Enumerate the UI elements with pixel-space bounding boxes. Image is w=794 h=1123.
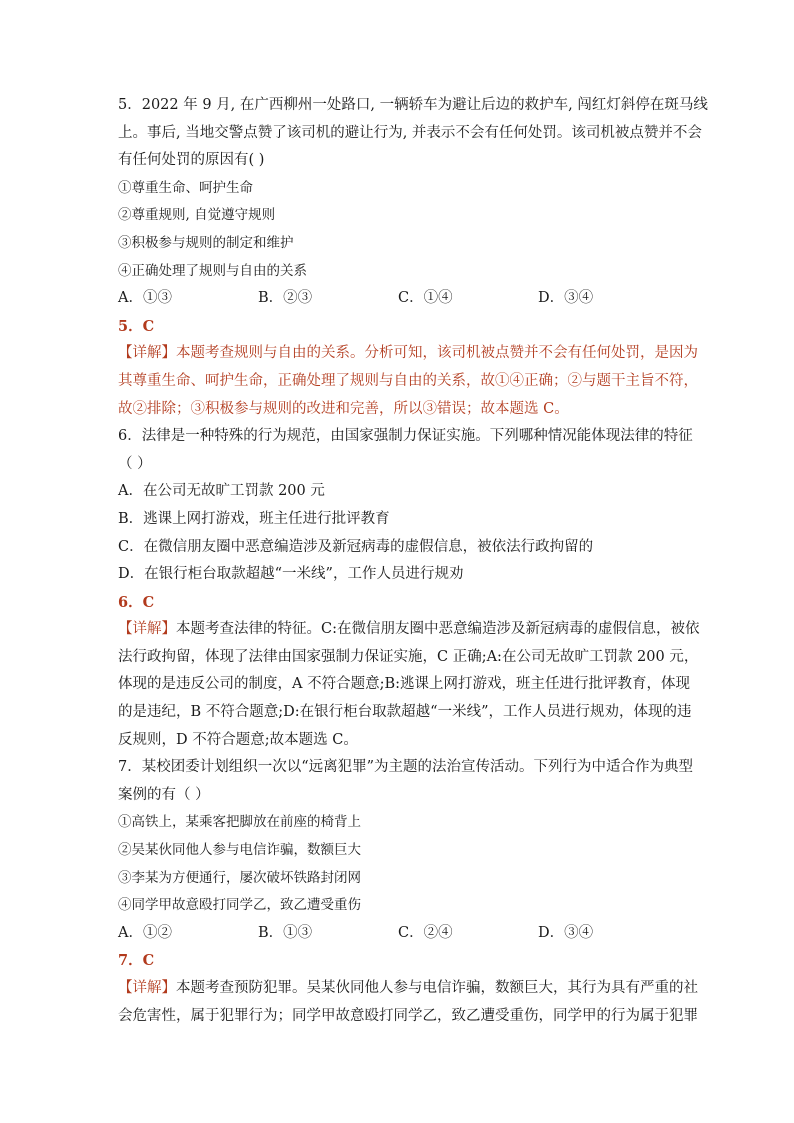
q7-choice-a: A．①② (118, 924, 172, 941)
q6-stem-line: （ ） (118, 455, 152, 472)
q6-choice-a: A．在公司无故旷工罚款 200 元 (118, 483, 325, 500)
q5-stem-line: 上。事后, 当地交警点赞了该司机的避让行为, 并表示不会有任何处罚。该司机被点赞并不会 (118, 124, 702, 141)
q5-option: ②尊重规则, 自觉遵守规则 (118, 207, 276, 224)
q7-choice-c: C．②④ (398, 924, 453, 941)
q6-explanation-tag: 【详解】 (118, 621, 176, 638)
q7-explanation-line: 会危害性，属于犯罪行为；同学甲故意殴打同学乙，致乙遭受重伤，同学甲的行为属于犯罪 (118, 1007, 698, 1024)
q6-explanation-line: 法行政拘留，体现了法律由国家强制力保证实施，C 正确;A:在公司无故旷工罚款 200 元， (118, 648, 699, 665)
q5-choice-a: A．①③ (118, 290, 172, 307)
q5-stem-line: 5．2022 年 9 月, 在广西柳州一处路口, 一辆轿车为避让后边的救护车, 闯红灯斜停在斑马线 (118, 97, 708, 113)
q5-choices (118, 285, 678, 313)
q6-explanation-line: 的是违纪，B 不符合题意;D:在银行柜台取款超越“一米线”，工作人员进行规劝，体现的违 (118, 704, 692, 721)
q7-explanation-line (118, 975, 698, 1003)
q6-explanation-text: 本题考查法律的特征。C:在微信朋友圈中恶意编造涉及新冠病毒的虚假信息，被依 (176, 621, 700, 638)
q7-option: ④同学甲故意殴打同学乙，致乙遭受重伤 (118, 897, 361, 914)
q6-explanation-line: 体现的是违反公司的制度，A 不符合题意;B:逃课上网打游戏，班主任进行批评教育，体现 (118, 676, 691, 693)
q5-explanation-line: 故②排除；③积极参与规则的改进和完善，所以③错误；故本题选 C。 (118, 400, 569, 417)
question-5 (118, 92, 708, 423)
question-7 (118, 754, 698, 1030)
q5-option: ①尊重生命、呵护生命 (118, 179, 253, 196)
q7-choice-b: B．①③ (258, 924, 313, 941)
q5-choice-b: B．②③ (258, 290, 313, 307)
q5-stem-line: 有任何处罚的原因有( ) (118, 152, 265, 169)
q5-option: ③积极参与规则的制定和维护 (118, 234, 294, 251)
q6-choice-c: C．在微信朋友圈中恶意编造涉及新冠病毒的虚假信息，被依法行政拘留的 (118, 538, 594, 555)
q5-option: ④正确处理了规则与自由的关系 (118, 262, 307, 279)
q5-choice-c: C．①④ (398, 290, 453, 307)
q7-choice-d: D．③④ (538, 924, 594, 941)
q5-explanation-line: 其尊重生命、呵护生命，正确处理了规则与自由的关系，故①④正确；②与题干主旨不符， (118, 372, 698, 389)
q6-choice-b: B．逃课上网打游戏，班主任进行批评教育 (118, 510, 390, 527)
q5-answer: 5．C (118, 317, 155, 335)
q7-stem-line: 7．某校团委计划组织一次以“远离犯罪”为主题的法治宣传活动。下列行为中适合作为典型 (118, 759, 694, 776)
q6-explanation-line (118, 616, 700, 644)
q5-explanation-text: 本题考查规则与自由的关系。分析可知，该司机被点赞并不会有任何处罚，是因为 (176, 345, 698, 362)
q5-explanation-tag: 【详解】 (118, 345, 176, 362)
q5-choice-d: D．③④ (538, 290, 594, 307)
q6-stem-line: 6．法律是一种特殊的行为规范，由国家强制力保证实施。下列哪种情况能体现法律的特征 (118, 428, 693, 445)
q7-explanation-text: 本题考查预防犯罪。吴某伙同他人参与电信诈骗，数额巨大，其行为具有严重的社 (176, 980, 698, 996)
q6-explanation-line: 反规则，D 不符合题意;故本题选 C。 (118, 731, 358, 748)
question-6 (118, 423, 700, 754)
q5-explanation-line (118, 340, 698, 368)
q7-option: ③李某为方便通行，屡次破坏铁路封闭网 (118, 869, 361, 886)
q7-option: ②吴某伙同他人参与电信诈骗，数额巨大 (118, 842, 361, 859)
q7-answer: 7．C (118, 952, 155, 970)
q7-explanation-tag: 【详解】 (118, 980, 176, 996)
question-content (118, 92, 708, 1030)
q6-answer: 6．C (118, 593, 155, 611)
q7-stem-line: 案例的有（ ） (118, 786, 210, 803)
q7-choices (118, 920, 678, 948)
q6-choice-d: D．在银行柜台取款超越“一米线”，工作人员进行规劝 (118, 566, 464, 583)
q7-option: ①高铁上，某乘客把脚放在前座的椅背上 (118, 814, 361, 831)
